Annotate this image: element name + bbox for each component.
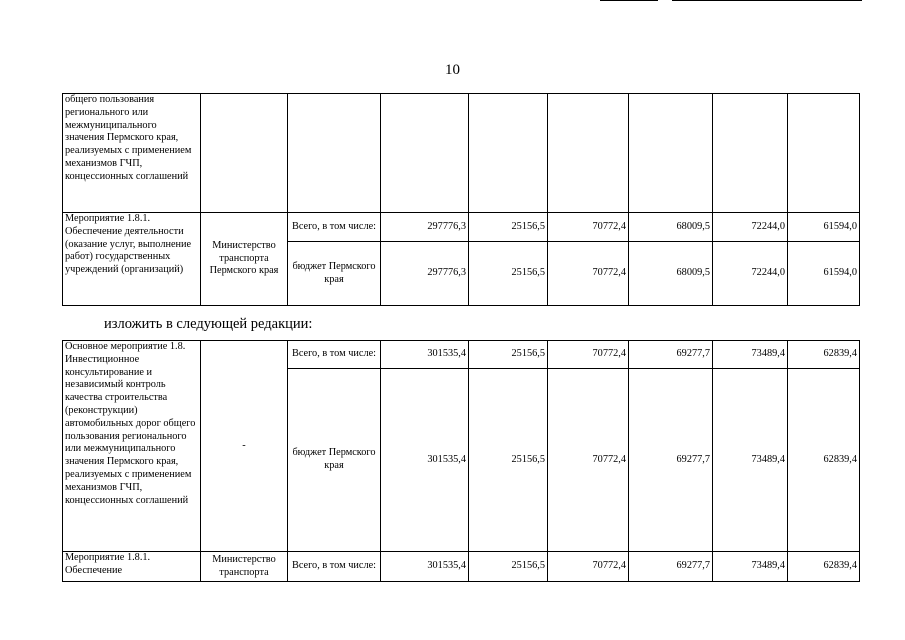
table-row	[63, 213, 860, 242]
value-cell: 72244,0	[713, 213, 788, 242]
source-cell: бюджет Пермского края	[288, 242, 381, 306]
source-cell: бюджет Пермского края	[288, 369, 381, 552]
value-cell: 69277,7	[629, 341, 713, 369]
value-cell: 73489,4	[713, 341, 788, 369]
value-cell: 301535,4	[381, 341, 469, 369]
value-cell: 297776,3	[381, 242, 469, 306]
value-cell: 301535,4	[381, 552, 469, 582]
value-cell: 70772,4	[548, 552, 629, 582]
value-cell: 25156,5	[469, 242, 548, 306]
value-cell	[381, 94, 469, 213]
executor-cell: Министерство транспорта	[201, 552, 288, 582]
measure-description: Мероприятие 1.8.1. Обеспечение деятельности (оказание услуг, выполнение работ) государственных учреждений (организаций)	[63, 213, 201, 306]
value-cell: 61594,0	[788, 242, 860, 306]
value-cell: 69277,7	[629, 369, 713, 552]
value-cell: 70772,4	[548, 213, 629, 242]
source-cell	[288, 94, 381, 213]
value-cell: 301535,4	[381, 369, 469, 552]
table-row	[63, 94, 860, 213]
top-rule-left	[600, 0, 658, 1]
source-cell: Всего, в том числе:	[288, 552, 381, 582]
measure-description: Основное мероприятие 1.8. Инвестиционное консультирование и независимый контроль качества строительства (реконструкции) автомобильных дорог общего пользования регионального или межмуниципального значения Пермского края, реализуемых с применением механизмов ГЧП, концессионных соглашений	[63, 341, 201, 552]
value-cell: 68009,5	[629, 242, 713, 306]
value-cell: 62839,4	[788, 552, 860, 582]
old-version-table	[62, 93, 860, 306]
value-cell: 61594,0	[788, 213, 860, 242]
value-cell: 297776,3	[381, 213, 469, 242]
table-row	[63, 341, 860, 369]
value-cell: 68009,5	[629, 213, 713, 242]
measure-description: общего пользования регионального или межмуниципального значения Пермского края, реализуемых с применением механизмов ГЧП, концессионных соглашений	[63, 94, 201, 213]
source-cell: Всего, в том числе:	[288, 213, 381, 242]
executor-cell: -	[201, 341, 288, 552]
value-cell	[713, 94, 788, 213]
value-cell: 25156,5	[469, 341, 548, 369]
value-cell: 25156,5	[469, 213, 548, 242]
executor-cell	[201, 94, 288, 213]
value-cell	[548, 94, 629, 213]
page-number: 10	[445, 62, 460, 78]
value-cell: 70772,4	[548, 369, 629, 552]
value-cell: 73489,4	[713, 369, 788, 552]
table-row	[63, 552, 860, 582]
value-cell: 73489,4	[713, 552, 788, 582]
value-cell	[469, 94, 548, 213]
top-rule-right	[672, 0, 862, 1]
measure-description: Мероприятие 1.8.1. Обеспечение	[63, 552, 201, 582]
value-cell: 70772,4	[548, 242, 629, 306]
source-cell: Всего, в том числе:	[288, 341, 381, 369]
value-cell: 25156,5	[469, 369, 548, 552]
executor-cell: Министерство транспорта Пермского края	[201, 213, 288, 306]
value-cell	[629, 94, 713, 213]
value-cell: 70772,4	[548, 341, 629, 369]
value-cell: 72244,0	[713, 242, 788, 306]
value-cell	[788, 94, 860, 213]
value-cell: 25156,5	[469, 552, 548, 582]
new-version-table	[62, 340, 860, 582]
value-cell: 62839,4	[788, 369, 860, 552]
amendment-caption: изложить в следующей редакции:	[104, 316, 313, 332]
value-cell: 69277,7	[629, 552, 713, 582]
value-cell: 62839,4	[788, 341, 860, 369]
